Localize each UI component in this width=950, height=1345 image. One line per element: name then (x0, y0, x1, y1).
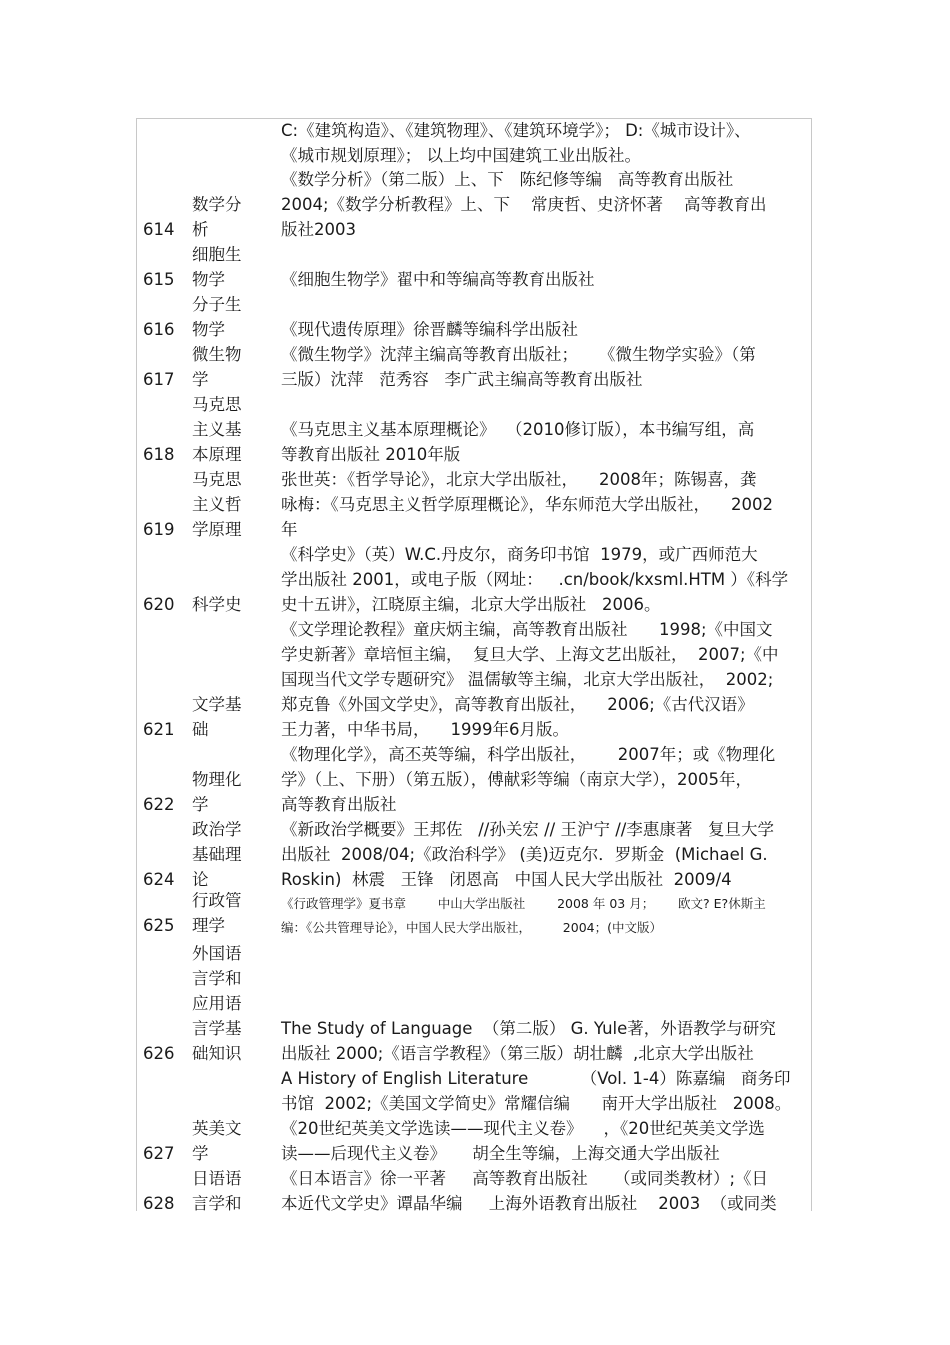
reference-line: 版社2003 (281, 220, 356, 239)
course-name-line: 物理化 (192, 770, 242, 789)
course-name-line: 马克思 (192, 395, 242, 414)
reference-line: 出版社 2008/04;《政治科学》 (美)迈克尔．罗斯金 (Michael G. (281, 845, 768, 864)
reference-line: 《日本语言》徐一平著 高等教育出版社 （或同类教材）;《日 (281, 1169, 769, 1188)
course-name-line: 科学史 (192, 595, 242, 614)
reference-line: 史十五讲》，江晓原主编，北京大学出版社 2006。 (281, 595, 661, 614)
reference-line: 三版）沈萍 范秀容 李广武主编高等教育出版社 (281, 370, 643, 389)
reference-line: 《马克思主义基本原理概论》 （2010修订版），本书编写组，高 (281, 420, 755, 439)
reference-line: 郑克鲁《外国文学史》，高等教育出版社， 2006;《古代汉语》 (281, 695, 754, 714)
course-name-line: 学原理 (192, 520, 242, 539)
reference-line: 2004;《数学分析教程》上、下 常庚哲、史济怀著 高等教育出 (281, 195, 767, 214)
course-name-line: 主义基 (192, 420, 242, 439)
course-name-line: 微生物 (192, 345, 242, 364)
course-name-line: 析 (192, 220, 209, 239)
reference-line: 书馆 2002;《美国文学简史》常耀信编 南开大学出版社 2008。 (281, 1094, 792, 1113)
reference-line: 《现代遗传原理》徐晋麟等编科学出版社 (281, 320, 578, 339)
reference-line: 出版社 2000;《语言学教程》（第三版）胡壮麟 ,北京大学出版社 (281, 1044, 754, 1063)
reference-line-small: 《行政管理学》夏书章 中山大学出版社 2008 年 03 月； 欧文? E?休斯主 (281, 896, 766, 911)
reference-line: 国现当代文学专题研究》 温儒敏等主编，北京大学出版社， 2002; (281, 670, 774, 689)
course-name-line: 言学基 (192, 1019, 242, 1038)
reference-line: 等教育出版社 2010年版 (281, 445, 461, 464)
course-name-line: 础知识 (192, 1044, 242, 1063)
course-name-line: 基础理 (192, 845, 242, 864)
course-name-line: 本原理 (192, 445, 242, 464)
course-code: 617 (143, 370, 175, 389)
course-name-line: 言学和 (192, 969, 242, 988)
course-name-line: 分子生 (192, 295, 242, 314)
reference-line: 读——后现代主义卷》 胡全生等编，上海交通大学出版社 (281, 1144, 720, 1163)
reference-line: 张世英：《哲学导论》，北京大学出版社， 2008年；陈锡喜，龚 (281, 470, 757, 489)
reference-line: 年 (281, 520, 298, 539)
course-name-line: 政治学 (192, 820, 242, 839)
reference-line: 《微生物学》沈萍主编高等教育出版社； 《微生物学实验》（第 (281, 345, 756, 364)
course-name-line: 学 (192, 370, 209, 389)
reference-line: 王力著，中华书局， 1999年6月版。 (281, 720, 569, 739)
course-name-line: 数学分 (192, 195, 242, 214)
reference-line: 学史新著》章培恒主编， 复旦大学、上海文艺出版社， 2007;《中 (281, 645, 779, 664)
reference-line: 《细胞生物学》翟中和等编高等教育出版社 (281, 270, 595, 289)
reference-line: C:《建筑构造》、《建筑物理》、《建筑环境学》； D:《城市设计》、 (281, 121, 751, 140)
course-code: 615 (143, 270, 175, 289)
reference-line: 《数学分析》（第二版）上、下 陈纪修等编 高等教育出版社 (281, 170, 734, 189)
course-name-line: 理学 (192, 916, 225, 935)
course-code: 619 (143, 520, 175, 539)
course-name-line: 细胞生 (192, 245, 242, 264)
reference-line: 本近代文学史》谭晶华编 上海外语教育出版社 2003 （或同类 (281, 1194, 777, 1213)
course-name-line: 论 (192, 870, 209, 889)
course-name-line: 学 (192, 1144, 209, 1163)
course-name-line: 文学基 (192, 695, 242, 714)
course-code: 622 (143, 795, 175, 814)
course-name-line: 应用语 (192, 994, 242, 1013)
course-name-line: 础 (192, 720, 209, 739)
course-code: 621 (143, 720, 175, 739)
reference-line: Roskin) 林震 王锋 闭恩高 中国人民大学出版社 2009/4 (281, 870, 732, 889)
reference-line: 《城市规划原理》； 以上均中国建筑工业出版社。 (281, 146, 641, 165)
reference-line: 学》（上、下册）（第五版），傅献彩等编（南京大学），2005年， (281, 770, 752, 789)
course-code: 618 (143, 445, 175, 464)
course-name-line: 日语语 (192, 1169, 242, 1188)
reference-line: 高等教育出版社 (281, 795, 397, 814)
course-code: 627 (143, 1144, 175, 1163)
course-name-line: 学 (192, 795, 209, 814)
reference-line: 学出版社 2001，或电子版（网址： .cn/book/kxsml.HTM ）《科学 (281, 570, 789, 589)
course-code: 616 (143, 320, 175, 339)
reference-line-small: 编：《公共管理导论》，中国人民大学出版社， 2004；(中文版） (281, 920, 662, 935)
course-name-line: 马克思 (192, 470, 242, 489)
course-code: 626 (143, 1044, 175, 1063)
course-code: 624 (143, 870, 175, 889)
course-name-line: 主义哲 (192, 495, 242, 514)
reference-line: 《20世纪英美文学选读——现代主义卷》 ，《20世纪英美文学选 (281, 1119, 765, 1138)
reference-line: A History of English Literature （Vol. 1-4）陈嘉编 商务印 (281, 1069, 791, 1088)
course-code: 614 (143, 220, 175, 239)
course-code: 620 (143, 595, 175, 614)
course-code: 628 (143, 1194, 175, 1213)
course-name-line: 英美文 (192, 1119, 242, 1138)
reference-line: 《文学理论教程》童庆炳主编，高等教育出版社 1998;《中国文 (281, 620, 773, 639)
course-name-line: 言学和 (192, 1194, 242, 1213)
course-name-line: 外国语 (192, 944, 242, 963)
course-name-line: 物学 (192, 320, 225, 339)
reference-line: 《物理化学》，高丕英等编，科学出版社， 2007年；或《物理化 (281, 745, 776, 764)
reference-line: The Study of Language （第二版） G. Yule著，外语教学与研究 (281, 1019, 776, 1038)
reference-line: 咏梅：《马克思主义哲学原理概论》，华东师范大学出版社， 2002 (281, 495, 773, 514)
course-name-line: 行政管 (192, 891, 242, 910)
course-code: 625 (143, 916, 175, 935)
reference-line: 《新政治学概要》王邦佐 //孙关宏 // 王沪宁 //李惠康著 复旦大学 (281, 820, 775, 839)
reference-line: 《科学史》（英）W.C.丹皮尔，商务印书馆 1979，或广西师范大 (281, 545, 758, 564)
course-name-line: 物学 (192, 270, 225, 289)
